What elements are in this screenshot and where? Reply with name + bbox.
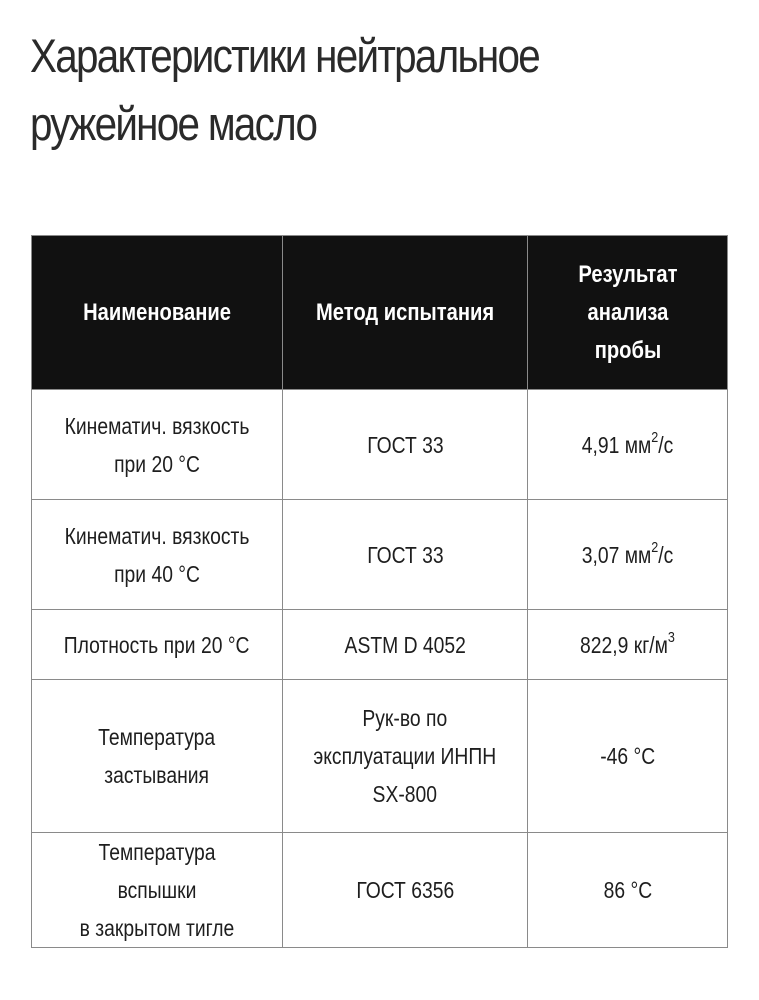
header-name: Наименование bbox=[32, 236, 283, 390]
table-header-row bbox=[32, 236, 728, 390]
cell-result: 3,07 $мм^2/с$ bbox=[528, 500, 728, 610]
cell-name: Температура застывания bbox=[32, 680, 283, 833]
header-method: Метод испытания bbox=[283, 236, 528, 390]
table-row bbox=[32, 833, 728, 948]
cell-result: 86 °С bbox=[528, 833, 728, 948]
table-row bbox=[32, 610, 728, 680]
table-row bbox=[32, 500, 728, 610]
cell-name: Кинематич. вязкость при 20 °С bbox=[32, 390, 283, 500]
table-row bbox=[32, 680, 728, 833]
page-title bbox=[30, 22, 632, 158]
cell-name: Плотность при 20 °С bbox=[32, 610, 283, 680]
cell-result: 822,9 $кг/м^3$ bbox=[528, 610, 728, 680]
cell-method: ASTM D 4052 bbox=[283, 610, 528, 680]
cell-method: ГОСТ 33 bbox=[283, 390, 528, 500]
cell-result: -46 °С bbox=[528, 680, 728, 833]
cell-method: Рук-во по эксплуатации ИНПН SX-800 bbox=[283, 680, 528, 833]
page-title-text: Характеристики нейтральное ружейное масло bbox=[30, 29, 539, 150]
cell-method: ГОСТ 6356 bbox=[283, 833, 528, 948]
specifications-table bbox=[31, 235, 728, 948]
cell-name: Температура вспышки в закрытом тигле bbox=[32, 833, 283, 948]
cell-name: Кинематич. вязкость при 40 °С bbox=[32, 500, 283, 610]
cell-method: ГОСТ 33 bbox=[283, 500, 528, 610]
table-row bbox=[32, 390, 728, 500]
header-result: Результат анализа пробы bbox=[528, 236, 728, 390]
cell-result: 4,91 $мм^2/с$ bbox=[528, 390, 728, 500]
